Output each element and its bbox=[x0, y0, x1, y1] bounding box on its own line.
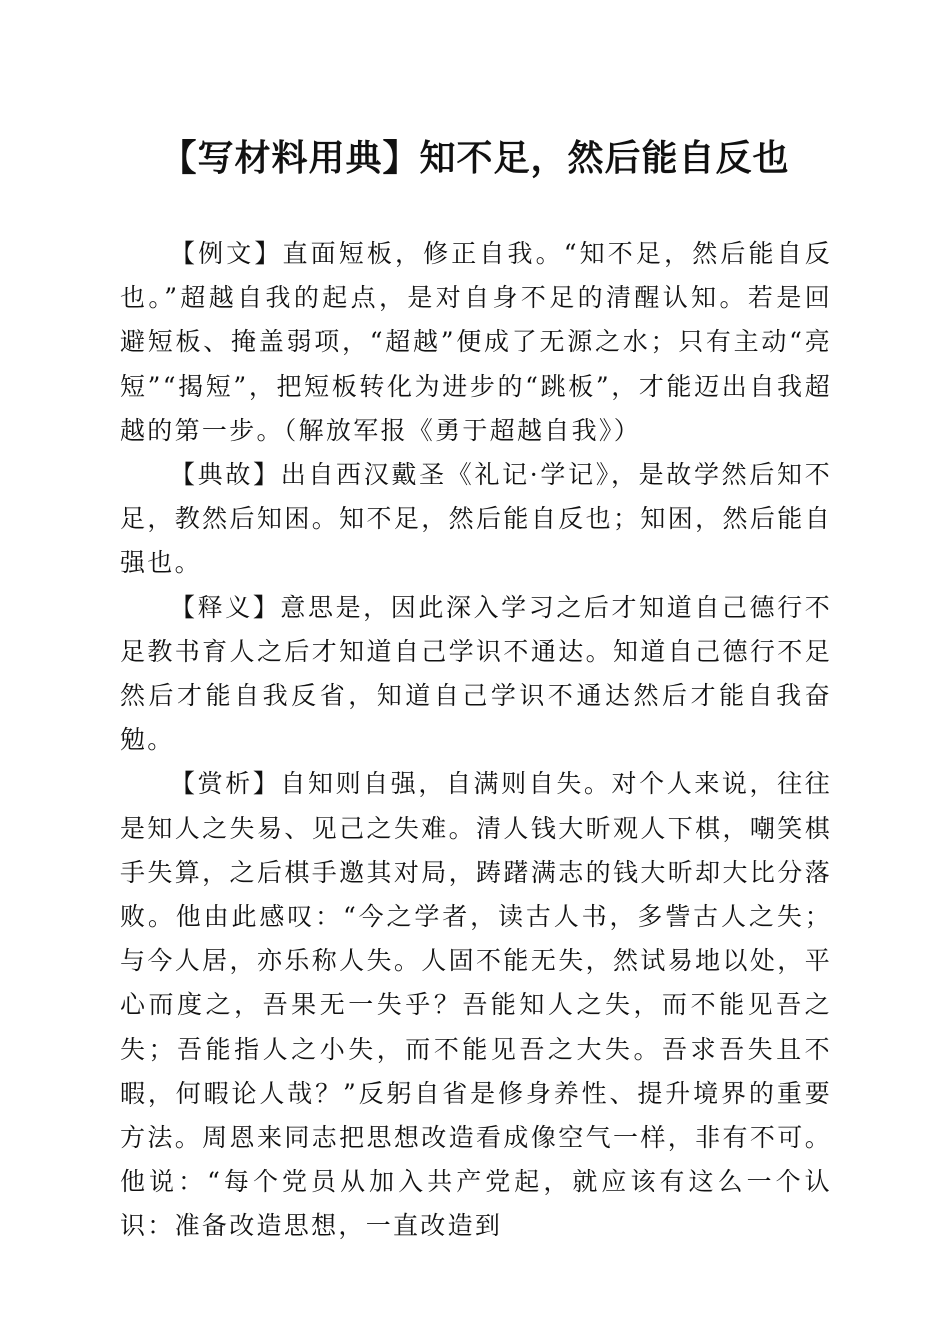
paragraph-source: 【典故】出自西汉戴圣《礼记·学记》，是故学然后知不足，教然后知困。知不足，然后能自反也；知困，然后能自强也。 bbox=[120, 460, 832, 578]
paragraph-analysis: 【赏析】自知则自强，自满则自失。对个人来说，往往是知人之失易、见己之失难。清人钱大昕观人下棋，嘲笑棋手失算，之后棋手邀其对局，踌躇满志的钱大昕却大比分落败。他由此感叹：“今之学者，读古人书，多訾古人之失；与今人居，亦乐称人失。人固不能无失，然试易地以处，平心而度之，吾果无一失乎？吾能知人之失，而不能见吾之失；吾能指人之小失，而不能见吾之大失。吾求吾失且不暇，何暇论人哉？”反躬自省是修身养性、提升境界的重要方法。周恩来同志把思想改造看成像空气一样，非有不可。他说：“每个党员从加入共产党起，就应该有这么一个认识：准备改造思想，一直改造到 bbox=[120, 769, 832, 1241]
document-title: 【写材料用典】知不足，然后能自反也 bbox=[160, 137, 790, 179]
paragraph-meaning: 【释义】意思是，因此深入学习之后才知道自己德行不足教书育人之后才知道自己学识不通达。知道自己德行不足然后才能自我反省，知道自己学识不通达然后才能自我奋勉。 bbox=[120, 592, 832, 755]
document-body bbox=[120, 232, 832, 1249]
paragraph-example: 【例文】直面短板，修正自我。“知不足，然后能自反也。”超越自我的起点，是对自身不足的清醒认知。若是回避短板、掩盖弱项，“超越”便成了无源之水；只有主动“亮短”“揭短”，把短板转化为进步的“跳板”，才能迈出自我超越的第一步。（解放军报《勇于超越自我》） bbox=[120, 239, 832, 445]
